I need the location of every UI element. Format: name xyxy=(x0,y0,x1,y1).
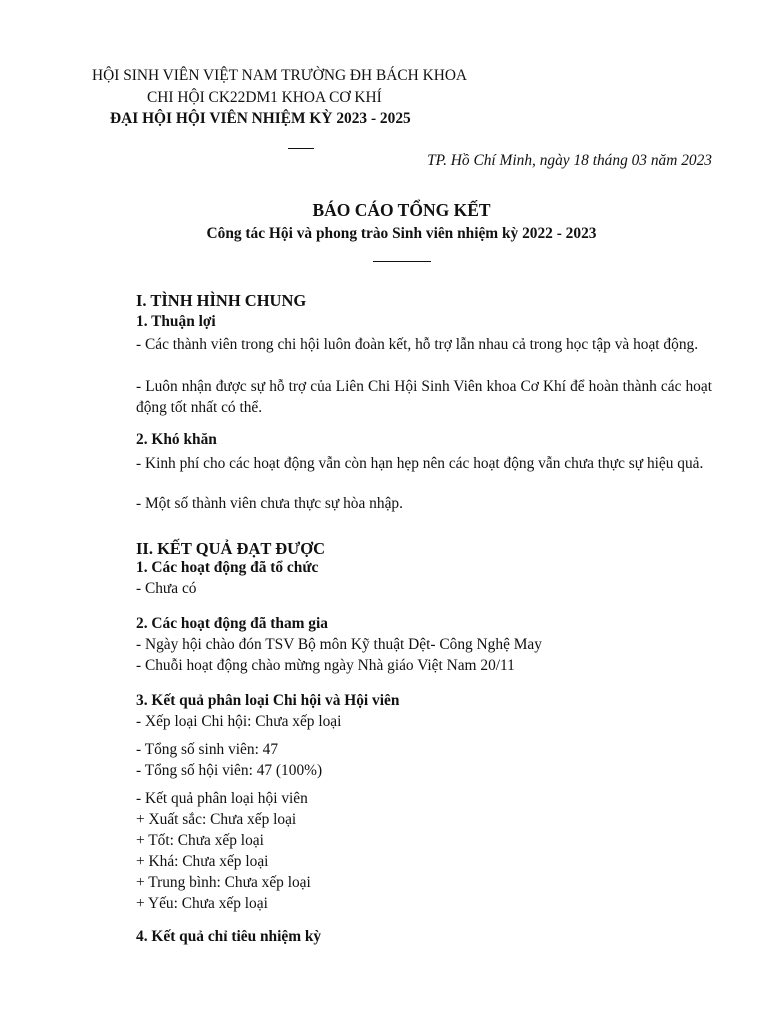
joined-activity-item: - Ngày hội chào đón TSV Bộ môn Kỹ thuật Dệt- Công Nghệ May xyxy=(136,636,542,653)
congress-title: ĐẠI HỘI HỘI VIÊN NHIỆM KỲ 2023 - 2025 xyxy=(110,110,411,127)
title-divider xyxy=(373,261,431,262)
joined-activity-item: - Chuỗi hoạt động chào mừng ngày Nhà giáo Việt Nam 20/11 xyxy=(136,657,515,674)
org-line-1: HỘI SINH VIÊN VIỆT NAM TRƯỜNG ĐH BÁCH KHOA xyxy=(92,67,468,84)
term-targets-heading: 4. Kết quả chỉ tiêu nhiệm kỳ xyxy=(136,928,322,945)
total-members: - Tổng số hội viên: 47 (100%) xyxy=(136,762,323,779)
classification-heading: 3. Kết quả phân loại Chi hội và Hội viên xyxy=(136,692,400,709)
chapter-rank: - Xếp loại Chi hội: Chưa xếp loại xyxy=(136,713,342,730)
date-line: TP. Hồ Chí Minh, ngày 18 tháng 03 năm 2023 xyxy=(427,152,712,169)
rank-good: + Tốt: Chưa xếp loại xyxy=(136,832,264,849)
section-2-heading: II. KẾT QUẢ ĐẠT ĐƯỢC xyxy=(136,539,326,558)
advantages-paragraph-2 xyxy=(136,376,712,418)
rank-excellent: + Xuất sắc: Chưa xếp loại xyxy=(136,811,297,828)
advantages-heading: 1. Thuận lợi xyxy=(136,313,216,330)
difficulties-paragraph-1: - Kinh phí cho các hoạt động vẫn còn hạn hẹp nên các hoạt động vẫn chưa thực sự hiệu quả. xyxy=(136,455,704,472)
organized-activities-item: - Chưa có xyxy=(136,580,197,597)
report-title: BÁO CÁO TỔNG KẾT xyxy=(312,200,491,220)
report-subtitle: Công tác Hội và phong trào Sinh viên nhiệm kỳ 2022 - 2023 xyxy=(206,225,597,242)
total-students: - Tổng số sinh viên: 47 xyxy=(136,741,279,758)
org-line-2: CHI HỘI CK22DM1 KHOA CƠ KHÍ xyxy=(147,89,382,106)
difficulties-heading: 2. Khó khăn xyxy=(136,431,217,448)
section-1-heading: I. TÌNH HÌNH CHUNG xyxy=(136,291,307,310)
member-classification-result: - Kết quả phân loại hội viên xyxy=(136,790,308,807)
advantages-paragraph-1: - Các thành viên trong chi hội luôn đoàn kết, hỗ trợ lẫn nhau cả trong học tập và hoạt động. xyxy=(136,336,699,353)
rank-weak: + Yếu: Chưa xếp loại xyxy=(136,895,268,912)
header-divider xyxy=(288,148,314,149)
difficulties-paragraph-2: - Một số thành viên chưa thực sự hòa nhập. xyxy=(136,495,403,512)
rank-fair: + Khá: Chưa xếp loại xyxy=(136,853,269,870)
organized-activities-heading: 1. Các hoạt động đã tổ chức xyxy=(136,559,319,576)
joined-activities-heading: 2. Các hoạt động đã tham gia xyxy=(136,615,328,632)
advantages-paragraph-2-text: - Luôn nhận được sự hỗ trợ của Liên Chi Hội Sinh Viên khoa Cơ Khí để hoàn thành các hoạt động tốt nhất có thể. xyxy=(136,378,712,416)
rank-average: + Trung bình: Chưa xếp loại xyxy=(136,874,311,891)
